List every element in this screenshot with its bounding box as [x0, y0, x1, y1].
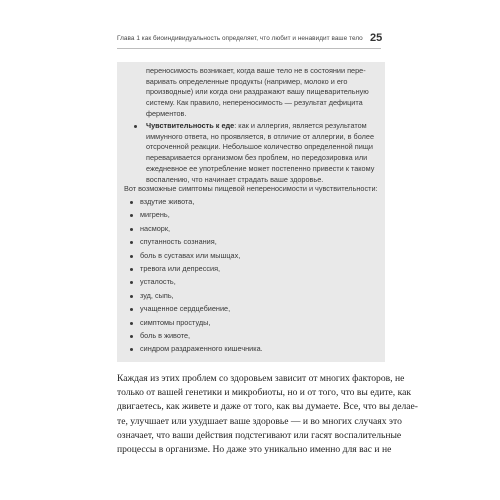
text-line: означает, что ваши действия подстегивают или гасят воспалительные	[117, 429, 402, 441]
bullet-icon	[130, 228, 133, 231]
bullet-icon	[130, 322, 133, 325]
text-line: процессы в организме. Но даже это уникально именно для вас и не	[117, 444, 392, 456]
text-line: воспалению, что начинает страдать ваше здоровье.	[146, 174, 324, 184]
bullet-icon	[130, 255, 133, 258]
text-line: ежедневное ее употребление может постепенно привести к такому	[146, 163, 375, 173]
text-line: те, улучшает или ухудшает ваше здоровье — и во многих случаях это	[117, 415, 402, 427]
list-item: спутанность сознания,	[140, 237, 217, 247]
running-title: Глава 1 как биоиндивидуальность определяет, что любит и ненавидит ваше тело	[117, 35, 363, 42]
list-item: насморк,	[140, 223, 171, 233]
list-item: зуд, сыпь,	[140, 290, 174, 300]
intolerance-continuation	[146, 66, 378, 120]
bullet-icon	[134, 125, 137, 128]
list-item: боль в суставах или мышцах,	[140, 250, 241, 260]
text-line: только от вашей генетики и микробиоты, но и от того, что вы едите, как	[117, 387, 412, 399]
list-item: симптомы простуды,	[140, 317, 211, 327]
list-item: вздутие живота,	[140, 197, 195, 206]
text-line: ферментов.	[146, 108, 187, 118]
list-item: мигрень,	[140, 210, 170, 220]
body-paragraph	[117, 372, 418, 457]
text-line: переваривается организмом без проблем, но передозировка или	[146, 153, 368, 163]
text-line: иммунного ответа, но проявляется, в отличие от аллергии, в более	[146, 131, 375, 141]
symptoms-intro: Вот возможные симптомы пищевой непереносимости и чувствительности:	[124, 184, 378, 193]
text-line: двигаетесь, как живете и даже от того, как вы думаете. Все, что вы делае-	[117, 401, 418, 413]
bullet-icon	[130, 268, 133, 271]
bullet-icon	[130, 295, 133, 298]
text-line: производные) или когда они раздражают вашу пищеварительную	[146, 87, 369, 97]
text-line: систему. Как правило, непереносимость — результат дефицита	[146, 98, 363, 108]
running-header	[117, 34, 381, 49]
sensitivity-paragraph	[146, 121, 378, 185]
list-item: боль в животе,	[140, 331, 191, 340]
page-number: 25	[370, 32, 383, 44]
list-item: синдром раздраженного кишечника.	[140, 344, 263, 354]
list-item: усталость,	[140, 277, 176, 287]
text-line: переносимость возникает, когда ваше тело не в состоянии пере-	[146, 66, 366, 75]
bullet-icon	[130, 335, 133, 338]
sensitivity-term: Чувствительность к еде	[146, 121, 235, 130]
text-line: отсроченной реакции. Небольшое количество определенной пищи	[146, 142, 373, 152]
text-line: : как и аллергия, является результатом	[234, 121, 367, 130]
list-item: учащенное сердцебиение,	[140, 304, 231, 314]
text-line: варивать определенные продукты (например, молоко и его	[146, 76, 348, 86]
bullet-icon	[130, 201, 133, 204]
list-item: тревога или депрессия,	[140, 264, 221, 273]
text-line: Каждая из этих проблем со здоровьем зависит от многих факторов, не	[117, 373, 405, 384]
